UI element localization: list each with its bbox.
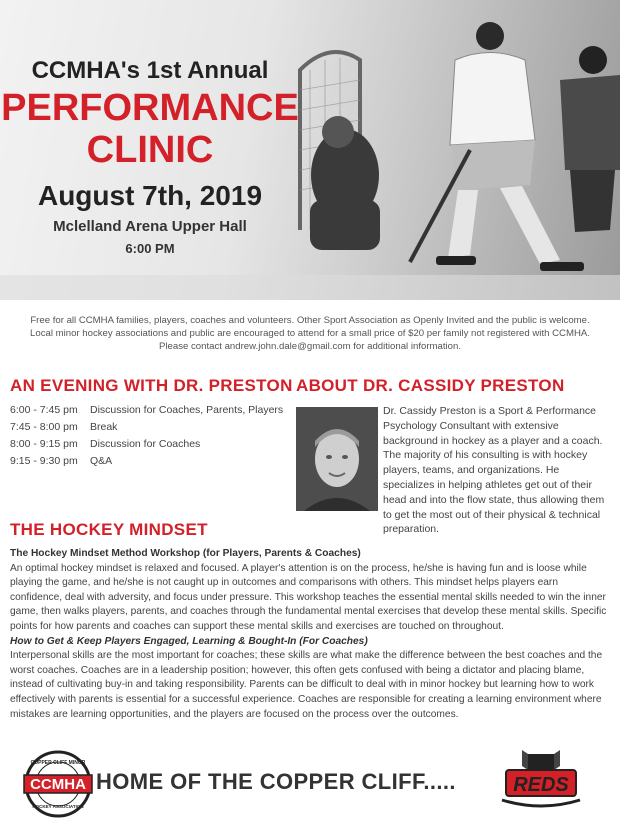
footer-tagline: HOME OF THE COPPER CLIFF..... xyxy=(96,769,456,794)
event-date: August 7th, 2019 xyxy=(37,180,263,211)
event-venue: Mclelland Arena Upper Hall xyxy=(53,218,247,235)
hero-banner xyxy=(0,0,620,300)
schedule-desc: Discussion for Coaches xyxy=(90,438,201,450)
workshop-subheading: The Hockey Mindset Method Workshop (for Players, Parents & Coaches) xyxy=(10,548,361,559)
schedule-time: 9:15 - 9:30 pm xyxy=(10,455,78,467)
about-heading: ABOUT DR. CASSIDY PRESTON xyxy=(296,376,565,395)
schedule-time: 6:00 - 7:45 pm xyxy=(10,404,78,416)
schedule-row xyxy=(10,438,290,455)
hero-subtitle: CCMHA's 1st Annual xyxy=(31,57,269,84)
speaker-photo xyxy=(296,407,378,511)
ccmha-logo-text: CCMHA xyxy=(30,776,86,793)
intro-line-1: Free for all CCMHA families, players, coaches and volunteers. Other Sport Association as Openly Invited and the public is welcome. xyxy=(30,315,590,326)
ccmha-logo xyxy=(22,750,94,823)
reds-logo-text: REDS xyxy=(513,774,569,796)
mindset-section xyxy=(10,547,610,722)
schedule-time: 7:45 - 8:00 pm xyxy=(10,421,78,433)
schedule-time: 8:00 - 9:15 pm xyxy=(10,438,78,450)
hero-title-block xyxy=(0,56,300,256)
workshop-paragraph: An optimal hockey mindset is relaxed and focused. A player's attention is on the process, he/she is having fun and is loose while playing the game, and he/she is not caught up in outcomes and comparisons with others. This mindset helps players earn confidence, deal with adversity, and focus under pressure. This workshop teaches the essential mental skills needed to win the inner game, then walks players, parents, and coaches through the fundamental mental exercises that develop these mental skills. Specific points for how parents and coaches can support these mental skills and exercises are touched on throughout. xyxy=(10,562,607,632)
evening-heading: AN EVENING WITH DR. PRESTON xyxy=(10,376,293,395)
hero-title-performance: PERFORMANCE xyxy=(1,87,299,129)
schedule-desc: Break xyxy=(90,421,118,433)
schedule-row xyxy=(10,455,290,472)
schedule-desc: Q&A xyxy=(90,455,113,467)
schedule-list xyxy=(10,404,290,472)
hero-title-clinic: CLINIC xyxy=(86,129,214,171)
event-time: 6:00 PM xyxy=(125,241,175,256)
mindset-heading: THE HOCKEY MINDSET xyxy=(10,520,208,539)
schedule-row xyxy=(10,404,290,421)
schedule-row xyxy=(10,421,290,438)
intro-notice xyxy=(20,314,600,353)
ccmha-logo-top-text: COPPER CLIFF MINOR xyxy=(30,760,86,766)
intro-line-3: Please contact andrew.john.dale@gmail.com for additional information. xyxy=(159,341,461,352)
about-bio: Dr. Cassidy Preston is a Sport & Performance Psychology Consultant with extensive background in hockey as a player and a coach. The majority of his consulting is with hockey players, teams, and organizations. He specializes in helping athletes get out of their head and into the flow state, thus allowing them to get the most out of their physical & technical preparation. xyxy=(383,405,605,536)
speaker-portrait-icon xyxy=(296,407,378,511)
schedule-desc: Discussion for Coaches, Parents, Players xyxy=(90,404,284,416)
coaches-subheading: How to Get & Keep Players Engaged, Learning & Bought-In (For Coaches) xyxy=(10,635,368,647)
ccmha-logo-bottom-text: HOCKEY ASSOCIATION xyxy=(32,804,84,809)
coaches-paragraph: Interpersonal skills are the most important for coaches; these skills are what make the difference between the best coaches and the worst coaches. Coaches are in a leadership position; however, this often gets confused with being a dictator and placing blame, instead of cultivating buy-in and taking responsibility. Parents can be difficult to deal with in minor hockey but learning how to work effectively with parents is essential for a successful experience. Coaches are responsible for creating a learning environment where mistakes are learning opportunities, and the players are focused on the process over the outcomes. xyxy=(10,650,603,720)
reds-logo xyxy=(498,748,584,819)
intro-line-2: Local minor hockey associations and public are encouraged to attend for a small price of $20 per family not registered with CCMHA. xyxy=(30,328,590,339)
